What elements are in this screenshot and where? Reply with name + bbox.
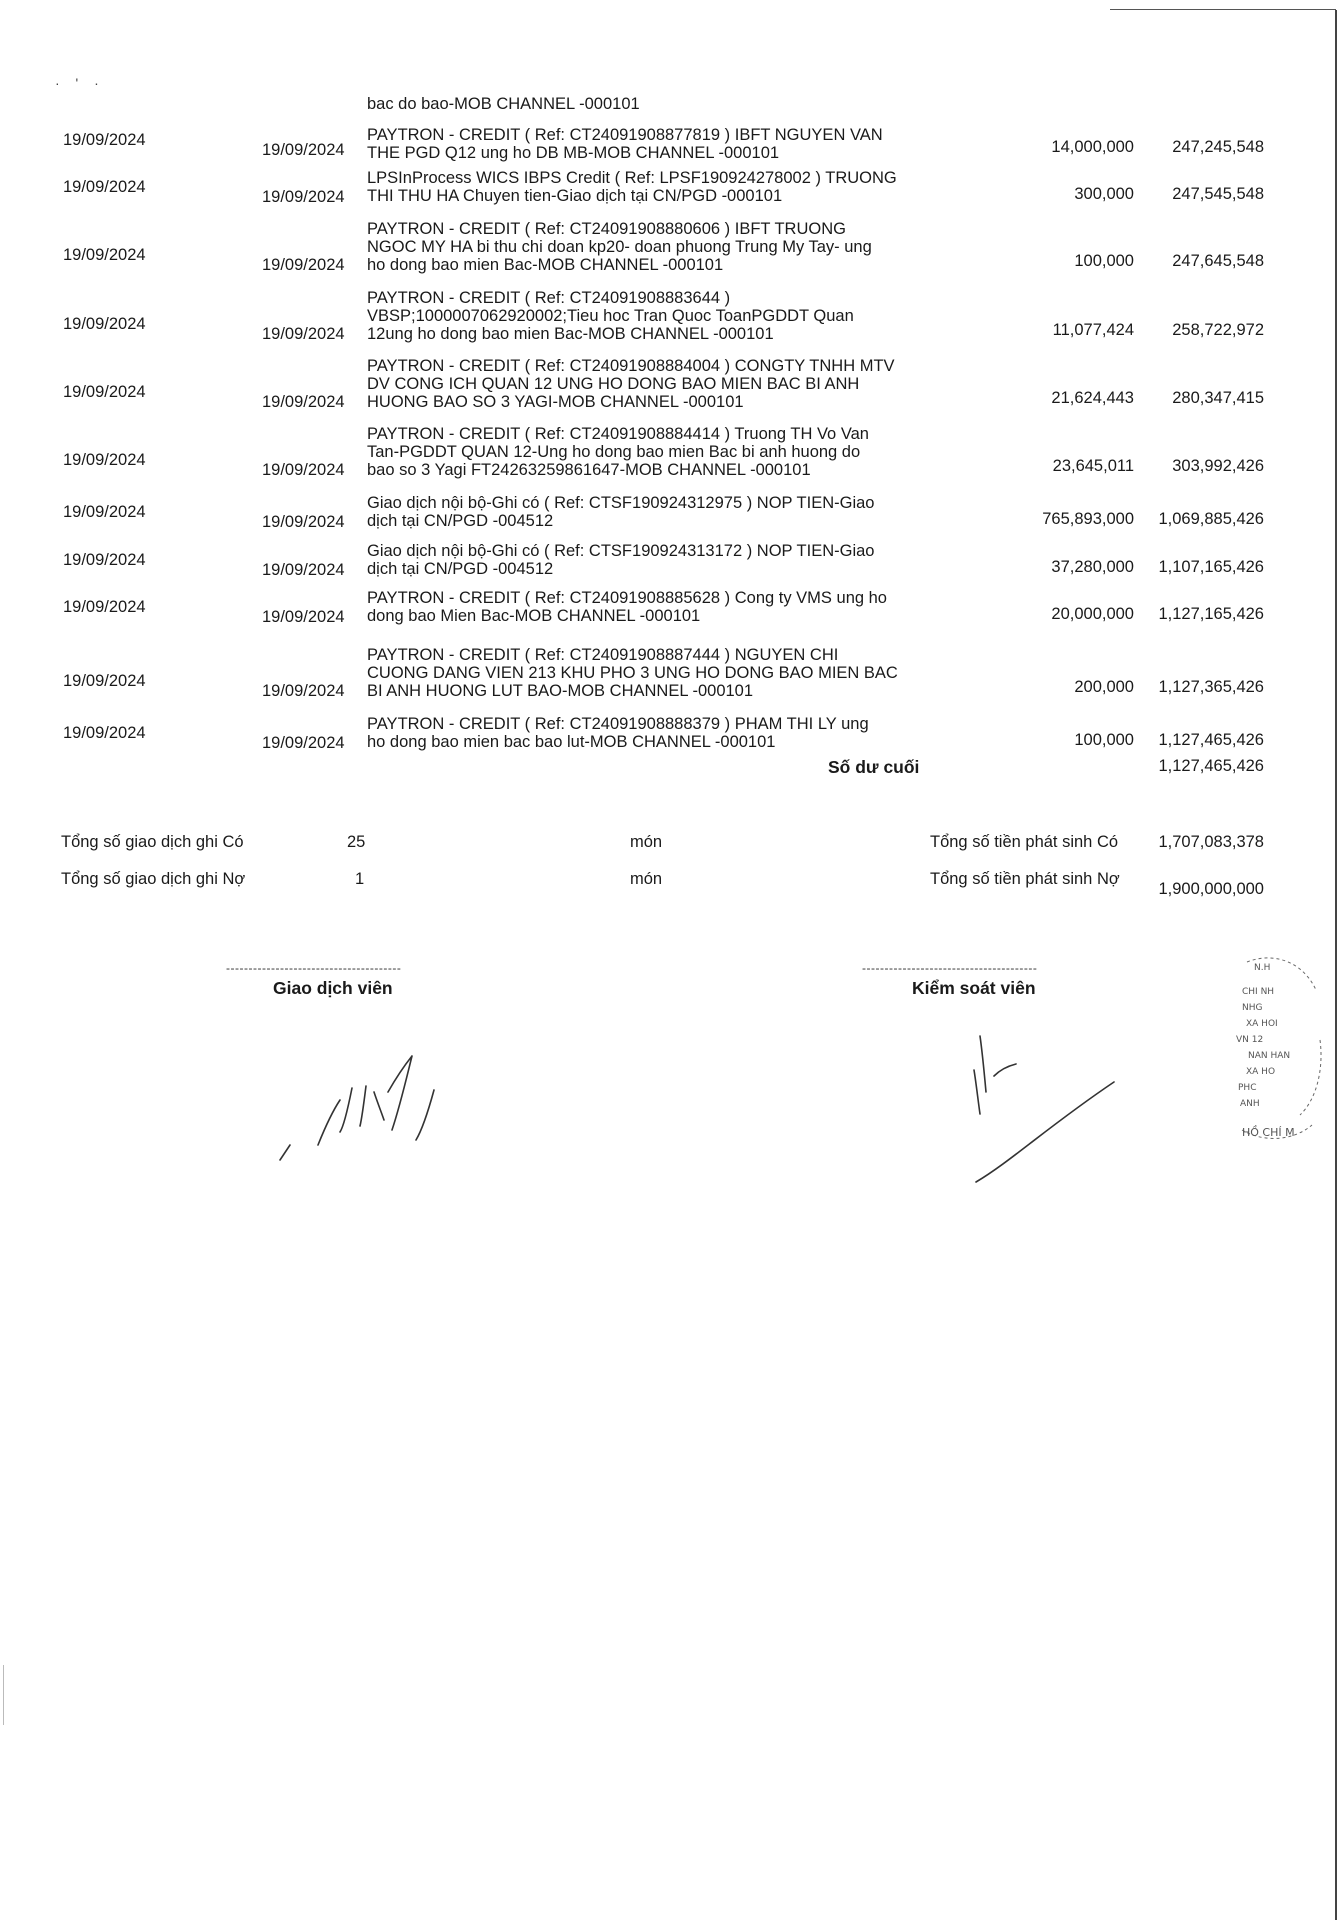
transaction-date: 19/09/2024 [63, 246, 146, 264]
right-border-line [1335, 10, 1337, 1920]
teller-signature [270, 1040, 480, 1170]
description-line: PAYTRON - CREDIT ( Ref: CT24091908884414 ) Truong TH Vo Van [367, 425, 869, 443]
svg-text:NAN HAN: NAN HAN [1248, 1051, 1291, 1061]
description-line: dịch tại CN/PGD -004512 [367, 512, 554, 530]
top-border-line [1110, 9, 1336, 10]
value-date: 19/09/2024 [262, 393, 345, 411]
credit-count: 25 [347, 833, 366, 851]
description-line: bac do bao-MOB CHANNEL -000101 [367, 95, 640, 113]
transaction-description [367, 220, 947, 274]
description-line: CUONG DANG VIEN 213 KHU PHO 3 UNG HO DONG BAO MIEN BAC [367, 664, 898, 682]
description-line: PAYTRON - CREDIT ( Ref: CT24091908883644 ) [367, 289, 731, 307]
svg-text:XA HO: XA HO [1246, 1067, 1276, 1077]
transaction-date: 19/09/2024 [63, 724, 146, 742]
transaction-description [367, 126, 947, 162]
running-balance: 258,722,972 [1172, 321, 1264, 339]
debit-count: 1 [355, 870, 365, 888]
transaction-description [367, 646, 947, 700]
controller-label: Kiểm soát viên [912, 978, 1036, 998]
description-line: BI ANH HUONG LUT BAO-MOB CHANNEL -000101 [367, 682, 754, 700]
transaction-description [367, 357, 947, 411]
value-date: 19/09/2024 [262, 561, 345, 579]
value-date: 19/09/2024 [262, 734, 345, 752]
debit-total: 1,900,000,000 [1158, 880, 1264, 898]
transaction-description [367, 715, 947, 751]
value-date: 19/09/2024 [262, 188, 345, 206]
credit-total: 1,707,083,378 [1158, 833, 1264, 851]
description-line: Giao dịch nội bộ-Ghi có ( Ref: CTSF190924312975 ) NOP TIEN-Giao [367, 494, 875, 512]
description-line: NGOC MY HA bi thu chi doan kp20- doan phuong Trung My Tay- ung [367, 238, 872, 256]
teller-signature-line: --------------------------------------- [226, 961, 402, 975]
transaction-description [367, 425, 947, 479]
credit-amount: 20,000,000 [1051, 605, 1134, 623]
credit-amount: 300,000 [1074, 185, 1134, 203]
value-date: 19/09/2024 [262, 608, 345, 626]
running-balance: 247,645,548 [1172, 252, 1264, 270]
description-line: ho dong bao mien Bac-MOB CHANNEL -000101 [367, 256, 724, 274]
scan-mark [3, 1665, 4, 1725]
transaction-date: 19/09/2024 [63, 383, 146, 401]
description-line: LPSInProcess WICS IBPS Credit ( Ref: LPSF190924278002 ) TRUONG [367, 169, 897, 187]
bank-seal-stamp [1212, 950, 1332, 1150]
running-balance: 1,127,165,426 [1158, 605, 1264, 623]
credit-amount: 14,000,000 [1051, 138, 1134, 156]
transaction-date: 19/09/2024 [63, 131, 146, 149]
description-line: ho dong bao mien bac bao lut-MOB CHANNEL -000101 [367, 733, 776, 751]
value-date: 19/09/2024 [262, 461, 345, 479]
description-line: THI THU HA Chuyen tien-Giao dịch tại CN/PGD -000101 [367, 187, 783, 205]
svg-text:HỒ CHÍ M: HỒ CHÍ M [1242, 1126, 1295, 1139]
credit-amount: 100,000 [1074, 731, 1134, 749]
transaction-description [367, 289, 947, 343]
description-line: DV CONG ICH QUAN 12 UNG HO DONG BAO MIEN BAC BI ANH [367, 375, 860, 393]
description-line: PAYTRON - CREDIT ( Ref: CT24091908887444 ) NGUYEN CHI [367, 646, 839, 664]
running-balance: 303,992,426 [1172, 457, 1264, 475]
credit-amount: 11,077,424 [1052, 321, 1134, 339]
description-line: THE PGD Q12 ung ho DB MB-MOB CHANNEL -000101 [367, 144, 780, 162]
running-balance: 280,347,415 [1172, 389, 1264, 407]
transaction-description [367, 95, 947, 113]
closing-balance-label: Số dư cuối [828, 757, 920, 777]
transaction-date: 19/09/2024 [63, 315, 146, 333]
value-date: 19/09/2024 [262, 256, 345, 274]
debit-total-label: Tổng số tiền phát sinh Nợ [930, 870, 1120, 888]
transaction-description [367, 169, 947, 205]
credit-amount: 100,000 [1074, 252, 1134, 270]
svg-text:VN 12: VN 12 [1236, 1035, 1264, 1045]
description-line: PAYTRON - CREDIT ( Ref: CT24091908877819 ) IBFT NGUYEN VAN [367, 126, 883, 144]
description-line: HUONG BAO SO 3 YAGI-MOB CHANNEL -000101 [367, 393, 744, 411]
svg-text:XA HOI: XA HOI [1246, 1019, 1278, 1029]
credit-amount: 200,000 [1074, 678, 1134, 696]
svg-text:NHG: NHG [1242, 1003, 1263, 1013]
description-line: dịch tại CN/PGD -004512 [367, 560, 554, 578]
description-line: PAYTRON - CREDIT ( Ref: CT24091908884004 ) CONGTY TNHH MTV [367, 357, 895, 375]
credit-count-label: Tổng số giao dịch ghi Có [61, 833, 244, 851]
description-line: dong bao Mien Bac-MOB CHANNEL -000101 [367, 607, 701, 625]
description-line: bao so 3 Yagi FT24263259861647-MOB CHANNEL -000101 [367, 461, 811, 479]
running-balance: 1,127,465,426 [1158, 731, 1264, 749]
transaction-description [367, 589, 947, 625]
transaction-description [367, 542, 947, 578]
description-line: PAYTRON - CREDIT ( Ref: CT24091908885628 ) Cong ty VMS ung ho [367, 589, 887, 607]
running-balance: 247,245,548 [1172, 138, 1264, 156]
credit-amount: 37,280,000 [1051, 558, 1134, 576]
value-date: 19/09/2024 [262, 682, 345, 700]
transaction-date: 19/09/2024 [63, 178, 146, 196]
transaction-date: 19/09/2024 [63, 451, 146, 469]
closing-balance-value: 1,127,465,426 [1158, 757, 1264, 775]
svg-text:N.H: N.H [1254, 963, 1271, 973]
transaction-date: 19/09/2024 [63, 503, 146, 521]
credit-amount: 765,893,000 [1042, 510, 1134, 528]
debit-unit: món [630, 870, 663, 888]
credit-total-label: Tổng số tiền phát sinh Có [930, 833, 1119, 851]
teller-label: Giao dịch viên [273, 978, 393, 998]
scan-specks: · ' · [55, 75, 105, 91]
running-balance: 1,107,165,426 [1158, 558, 1264, 576]
debit-count-label: Tổng số giao dịch ghi Nợ [61, 870, 246, 888]
running-balance: 1,069,885,426 [1158, 510, 1264, 528]
description-line: PAYTRON - CREDIT ( Ref: CT24091908880606 ) IBFT TRUONG [367, 220, 846, 238]
controller-signature [950, 1030, 1130, 1190]
credit-amount: 23,645,011 [1052, 457, 1134, 475]
svg-text:PHC: PHC [1238, 1083, 1257, 1093]
value-date: 19/09/2024 [262, 513, 345, 531]
value-date: 19/09/2024 [262, 141, 345, 159]
transaction-description [367, 494, 947, 530]
transaction-date: 19/09/2024 [63, 598, 146, 616]
running-balance: 1,127,365,426 [1158, 678, 1264, 696]
svg-text:ANH: ANH [1240, 1099, 1260, 1109]
description-line: PAYTRON - CREDIT ( Ref: CT24091908888379 ) PHAM THI LY ung [367, 715, 869, 733]
description-line: 12ung ho dong bao mien Bac-MOB CHANNEL -000101 [367, 325, 774, 343]
transaction-date: 19/09/2024 [63, 672, 146, 690]
description-line: Giao dịch nội bộ-Ghi có ( Ref: CTSF190924313172 ) NOP TIEN-Giao [367, 542, 875, 560]
controller-signature-line: --------------------------------------- [862, 961, 1038, 975]
credit-unit: món [630, 833, 663, 851]
svg-text:CHI NH: CHI NH [1242, 987, 1275, 997]
credit-amount: 21,624,443 [1051, 389, 1134, 407]
running-balance: 247,545,548 [1172, 185, 1264, 203]
value-date: 19/09/2024 [262, 325, 345, 343]
transaction-date: 19/09/2024 [63, 551, 146, 569]
description-line: VBSP;1000007062920002;Tieu hoc Tran Quoc ToanPGDDT Quan [367, 307, 854, 325]
description-line: Tan-PGDDT QUAN 12-Ung ho dong bao mien Bac bi anh huong do [367, 443, 861, 461]
